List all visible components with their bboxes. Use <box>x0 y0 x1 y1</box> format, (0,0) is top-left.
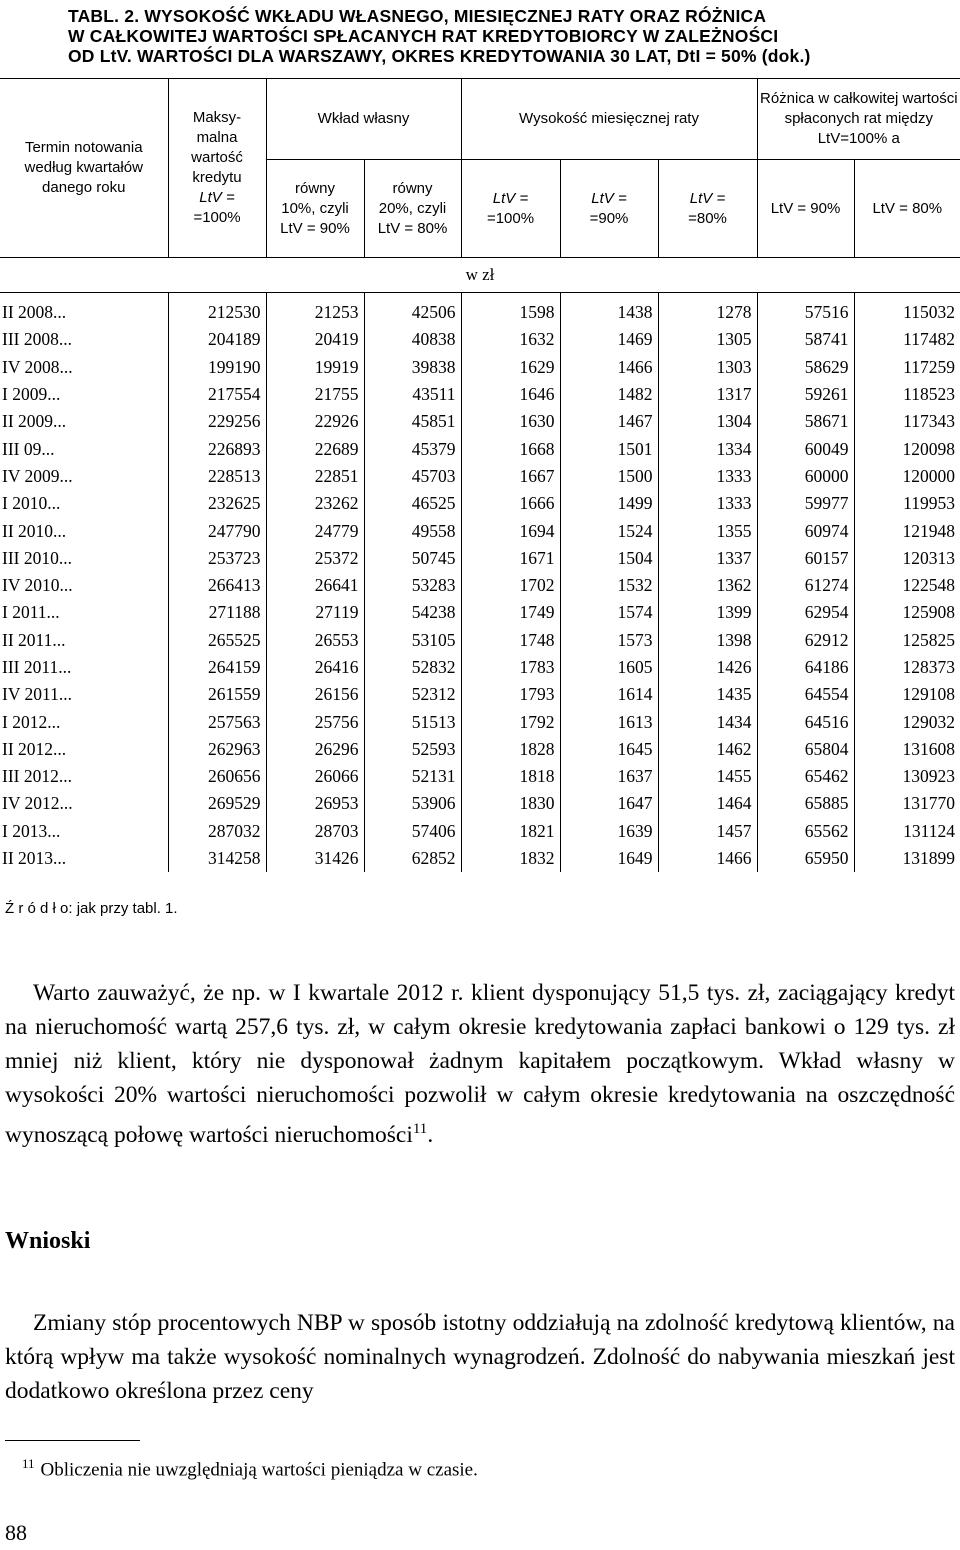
table-cell: 1694 <box>461 517 560 544</box>
table-cell: 260656 <box>168 763 266 790</box>
table-cell: 65804 <box>757 736 854 763</box>
table-cell: 226893 <box>168 435 266 462</box>
table-cell: 1532 <box>560 572 658 599</box>
table-cell: 130923 <box>854 763 960 790</box>
table-cell: 54238 <box>364 599 461 626</box>
table-body <box>0 293 960 873</box>
table-cell: 1303 <box>658 354 757 381</box>
table-row <box>0 599 960 626</box>
table-cell: 1499 <box>560 490 658 517</box>
table-cell: 1434 <box>658 708 757 735</box>
table-cell: 1598 <box>461 293 560 327</box>
table-cell: 1482 <box>560 381 658 408</box>
table-cell: 229256 <box>168 408 266 435</box>
footnote-separator <box>5 1440 140 1441</box>
table-cell: 60157 <box>757 545 854 572</box>
table-cell: 64554 <box>757 681 854 708</box>
table-cell: 1438 <box>560 293 658 327</box>
table-cell: 42506 <box>364 293 461 327</box>
table-cell: 45851 <box>364 408 461 435</box>
table-cell: 64516 <box>757 708 854 735</box>
table-cell: 50745 <box>364 545 461 572</box>
source-note: Ź r ó d ł o: jak przy tabl. 1. <box>5 900 178 917</box>
table-cell: 1398 <box>658 627 757 654</box>
table-row <box>0 435 960 462</box>
table-cell: 22851 <box>266 463 364 490</box>
table-cell: 60000 <box>757 463 854 490</box>
table-cell: 228513 <box>168 463 266 490</box>
table-cell: 1748 <box>461 627 560 654</box>
table-cell: 1426 <box>658 654 757 681</box>
table-row <box>0 572 960 599</box>
table-cell: 257563 <box>168 708 266 735</box>
table-cell: 119953 <box>854 490 960 517</box>
table-cell: 51513 <box>364 708 461 735</box>
table-row <box>0 381 960 408</box>
table-cell: 1828 <box>461 736 560 763</box>
table-cell: 25372 <box>266 545 364 572</box>
table-cell: 26641 <box>266 572 364 599</box>
table-cell: 1793 <box>461 681 560 708</box>
table-cell: 1646 <box>461 381 560 408</box>
table-cell: 59977 <box>757 490 854 517</box>
table-cell: 212530 <box>168 293 266 327</box>
table-cell: 1749 <box>461 599 560 626</box>
row-label: I 2012... <box>2 711 61 732</box>
table-row <box>0 818 960 845</box>
table-cell: 1455 <box>658 763 757 790</box>
table-row <box>0 293 960 327</box>
table-row <box>0 490 960 517</box>
table-cell: 1613 <box>560 708 658 735</box>
table-cell: 1337 <box>658 545 757 572</box>
table-row <box>0 545 960 572</box>
table-cell: 62912 <box>757 627 854 654</box>
row-label: III 2012... <box>2 766 72 787</box>
table-cell: 125908 <box>854 599 960 626</box>
table-cell: 1399 <box>658 599 757 626</box>
table-cell: 62852 <box>364 845 461 872</box>
table-cell: 1818 <box>461 763 560 790</box>
row-label: II 2010... <box>2 520 67 541</box>
table-cell: 131608 <box>854 736 960 763</box>
table-cell: 1305 <box>658 326 757 353</box>
table-cell: 26416 <box>266 654 364 681</box>
table-cell: 120313 <box>854 545 960 572</box>
table-cell: 23262 <box>266 490 364 517</box>
table-cell: 53906 <box>364 790 461 817</box>
table-cell: 1317 <box>658 381 757 408</box>
table-row <box>0 654 960 681</box>
table-row <box>0 708 960 735</box>
table-cell: 27119 <box>266 599 364 626</box>
table-cell: 1668 <box>461 435 560 462</box>
table-cell: 60049 <box>757 435 854 462</box>
table-cell: 1645 <box>560 736 658 763</box>
table-cell: 58629 <box>757 354 854 381</box>
table-cell: 247790 <box>168 517 266 544</box>
table-cell: 266413 <box>168 572 266 599</box>
table-cell: 1333 <box>658 463 757 490</box>
table-cell: 265525 <box>168 627 266 654</box>
header-own-10: równy 10%, czyli LtV = 90% <box>266 160 364 258</box>
row-label: I 2009... <box>2 384 61 405</box>
header-max-credit: Maksy- malna wartość kredytu LtV = =100% <box>168 79 266 258</box>
table-cell: 1574 <box>560 599 658 626</box>
table-row <box>0 736 960 763</box>
table-cell: 21253 <box>266 293 364 327</box>
paragraph-observation-text: Warto zauważyć, że np. w I kwartale 2012 r. klient dysponujący 51,5 tys. zł, zaciągający kredyt na nieruchomość wartą 257,6 tys. zł, w całym okresie kredytowania zapłaci bankowi o 129 tys. zł mniej niż klient, który nie dysponował żadnym kapitałem początkowym. Wkład własny w wysokości 20% wartości nieruchomości pozwolił w całym okresie kredytowania na oszczędność wynoszącą połowę wartości nieruchomości <box>5 980 955 1148</box>
table-cell: 1435 <box>658 681 757 708</box>
table-cell: 52131 <box>364 763 461 790</box>
table-cell: 21755 <box>266 381 364 408</box>
table-cell: 1830 <box>461 790 560 817</box>
table-cell: 1792 <box>461 708 560 735</box>
table-row <box>0 408 960 435</box>
table-cell: 1666 <box>461 490 560 517</box>
table-row <box>0 763 960 790</box>
table-cell: 65462 <box>757 763 854 790</box>
table-cell: 1573 <box>560 627 658 654</box>
table-cell: 1466 <box>560 354 658 381</box>
table-cell: 52593 <box>364 736 461 763</box>
table-cell: 52832 <box>364 654 461 681</box>
header-diff-90: LtV = 90% <box>757 160 854 258</box>
table-cell: 1355 <box>658 517 757 544</box>
table-cell: 46525 <box>364 490 461 517</box>
table-row <box>0 790 960 817</box>
table-cell: 40838 <box>364 326 461 353</box>
table-cell: 65950 <box>757 845 854 872</box>
data-table <box>0 78 960 872</box>
table-cell: 1464 <box>658 790 757 817</box>
table-cell: 1524 <box>560 517 658 544</box>
table-cell: 314258 <box>168 845 266 872</box>
row-label: IV 2011... <box>2 684 72 705</box>
table-row <box>0 463 960 490</box>
table-cell: 53105 <box>364 627 461 654</box>
table-cell: 117259 <box>854 354 960 381</box>
table-cell: 60974 <box>757 517 854 544</box>
header-diff-80: LtV = 80% <box>854 160 960 258</box>
table-row <box>0 627 960 654</box>
table-cell: 131899 <box>854 845 960 872</box>
table-cell: 1362 <box>658 572 757 599</box>
table-cell: 253723 <box>168 545 266 572</box>
table-cell: 1469 <box>560 326 658 353</box>
table-cell: 1832 <box>461 845 560 872</box>
footnote-reference: 11 <box>412 1121 428 1137</box>
table-cell: 1278 <box>658 293 757 327</box>
table-cell: 1504 <box>560 545 658 572</box>
table-cell: 271188 <box>168 599 266 626</box>
table-cell: 121948 <box>854 517 960 544</box>
table-cell: 26953 <box>266 790 364 817</box>
table-cell: 122548 <box>854 572 960 599</box>
header-term: Termin notowania według kwartałów danego roku <box>0 79 168 258</box>
table-cell: 264159 <box>168 654 266 681</box>
table-cell: 117482 <box>854 326 960 353</box>
header-monthly-rate: Wysokość miesięcznej raty <box>461 79 757 160</box>
header-unit: w zł <box>0 258 960 293</box>
table-cell: 1304 <box>658 408 757 435</box>
table-cell: 129032 <box>854 708 960 735</box>
table-cell: 199190 <box>168 354 266 381</box>
table-cell: 120000 <box>854 463 960 490</box>
table-cell: 1783 <box>461 654 560 681</box>
table-cell: 1462 <box>658 736 757 763</box>
row-label: III 2011... <box>2 657 72 677</box>
table-cell: 1637 <box>560 763 658 790</box>
table-cell: 25756 <box>266 708 364 735</box>
table-cell: 20419 <box>266 326 364 353</box>
table-cell: 117343 <box>854 408 960 435</box>
table-cell: 24779 <box>266 517 364 544</box>
paragraph-conclusions-text: Zmiany stóp procentowych NBP w sposób istotny oddziałują na zdolność kredytową klientów, na którą wpływ ma także wysokość nominalnych wynagrodzeń. Zdolność do nabywania mieszkań jest dodatkowo określona przez ceny <box>5 1310 955 1404</box>
table-row <box>0 845 960 872</box>
table-row <box>0 354 960 381</box>
table-cell: 26066 <box>266 763 364 790</box>
table-cell: 57516 <box>757 293 854 327</box>
table-cell: 58671 <box>757 408 854 435</box>
table-cell: 1632 <box>461 326 560 353</box>
table-cell: 39838 <box>364 354 461 381</box>
table-cell: 52312 <box>364 681 461 708</box>
table-cell: 1457 <box>658 818 757 845</box>
table-cell: 45703 <box>364 463 461 490</box>
table-cell: 1649 <box>560 845 658 872</box>
row-label: III 2010... <box>2 547 72 568</box>
table-cell: 1630 <box>461 408 560 435</box>
table-cell: 62954 <box>757 599 854 626</box>
table-cell: 131770 <box>854 790 960 817</box>
table-cell: 125825 <box>854 627 960 654</box>
table-cell: 1647 <box>560 790 658 817</box>
table-cell: 61274 <box>757 572 854 599</box>
row-label: III 2008... <box>2 329 72 350</box>
table-title <box>68 6 948 66</box>
row-label: III 09... <box>2 438 55 459</box>
table-row <box>0 681 960 708</box>
table-cell: 269529 <box>168 790 266 817</box>
table-title-line-1: TABL. 2. WYSOKOŚĆ WKŁADU WŁASNEGO, MIESIĘCZNEJ RATY ORAZ RÓŻNICA <box>68 6 767 26</box>
table-cell: 43511 <box>364 381 461 408</box>
row-label: IV 2008... <box>2 356 73 377</box>
row-label: I 2013... <box>2 820 61 841</box>
header-rate-100: LtV = =100% <box>461 160 560 258</box>
table-cell: 28703 <box>266 818 364 845</box>
table-row <box>0 326 960 353</box>
table-cell: 115032 <box>854 293 960 327</box>
table-cell: 131124 <box>854 818 960 845</box>
table-cell: 1605 <box>560 654 658 681</box>
row-label: II 2008... <box>2 302 67 323</box>
footnote-text: Obliczenia nie uwzględniają wartości pieniądza w czasie. <box>40 1459 478 1481</box>
header-difference: Różnica w całkowitej wartości spłaconych rat między LtV=100% a <box>757 79 960 160</box>
table-cell: 65885 <box>757 790 854 817</box>
table-cell: 65562 <box>757 818 854 845</box>
table-row <box>0 517 960 544</box>
table-cell: 1467 <box>560 408 658 435</box>
header-rate-90: LtV = =90% <box>560 160 658 258</box>
row-label: IV 2010... <box>2 575 73 596</box>
table-cell: 26553 <box>266 627 364 654</box>
table-title-line-2: W CAŁKOWITEJ WARTOŚCI SPŁACANYCH RAT KREDYTOBIORCY W ZALEŻNOŚCI <box>68 26 779 46</box>
table-cell: 31426 <box>266 845 364 872</box>
row-label: II 2011... <box>2 629 66 650</box>
table-cell: 1639 <box>560 818 658 845</box>
table-cell: 64186 <box>757 654 854 681</box>
paragraph-observation: Warto zauważyć, że np. w I kwartale 2012 r. klient dysponujący 51,5 tys. zł, zaciągający kredyt na nieruchomość wartą 257,6 tys. zł, w całym okresie kredytowania zapłaci bankowi o 129 tys. zł mniej niż klient, który nie dysponował żadnym kapitałem początkowym. Wkład własny w wysokości 20% wartości nieruchomości pozwolił w całym okresie kredytowania na oszczędność wynoszącą połowę wartości nieruchomości$^{11}$. <box>5 980 955 1148</box>
table-cell: 1821 <box>461 818 560 845</box>
row-label: I 2010... <box>2 493 61 514</box>
table-cell: 1501 <box>560 435 658 462</box>
row-label: II 2013... <box>2 848 67 869</box>
table-cell: 1500 <box>560 463 658 490</box>
table-cell: 45379 <box>364 435 461 462</box>
header-rate-80: LtV = =80% <box>658 160 757 258</box>
row-label: IV 2009... <box>2 465 73 486</box>
table-cell: 118523 <box>854 381 960 408</box>
paragraph-conclusions <box>5 1306 955 1408</box>
table-cell: 1667 <box>461 463 560 490</box>
table-cell: 53283 <box>364 572 461 599</box>
table-cell: 1614 <box>560 681 658 708</box>
table-cell: 1702 <box>461 572 560 599</box>
row-label: I 2011... <box>2 602 60 623</box>
table-cell: 1334 <box>658 435 757 462</box>
table-cell: 129108 <box>854 681 960 708</box>
table-cell: 59261 <box>757 381 854 408</box>
table-cell: 19919 <box>266 354 364 381</box>
table-cell: 49558 <box>364 517 461 544</box>
row-label: IV 2012... <box>2 793 73 814</box>
table-cell: 26296 <box>266 736 364 763</box>
table-title-line-3: OD LtV. WARTOŚCI DLA WARSZAWY, OKRES KREDYTOWANIA 30 LAT, DtI = 50% (dok.) <box>68 46 811 66</box>
table-cell: 58741 <box>757 326 854 353</box>
header-own-contribution: Wkład własny <box>266 79 461 160</box>
table-cell: 128373 <box>854 654 960 681</box>
table-cell: 1466 <box>658 845 757 872</box>
row-label: II 2012... <box>2 738 67 759</box>
table-cell: 1671 <box>461 545 560 572</box>
table-cell: 217554 <box>168 381 266 408</box>
table-cell: 287032 <box>168 818 266 845</box>
footnote-number: 11 <box>22 1456 35 1471</box>
table-cell: 1333 <box>658 490 757 517</box>
table-cell: 232625 <box>168 490 266 517</box>
row-label: II 2009... <box>2 411 67 432</box>
section-heading: Wnioski <box>5 1228 91 1254</box>
table-cell: 22926 <box>266 408 364 435</box>
table-cell: 1629 <box>461 354 560 381</box>
table-cell: 204189 <box>168 326 266 353</box>
table-cell: 261559 <box>168 681 266 708</box>
header-own-20: równy 20%, czyli LtV = 80% <box>364 160 461 258</box>
table-cell: 120098 <box>854 435 960 462</box>
table-cell: 57406 <box>364 818 461 845</box>
page-number: 88 <box>5 1520 27 1545</box>
table-cell: 26156 <box>266 681 364 708</box>
table-cell: 22689 <box>266 435 364 462</box>
table-cell: 262963 <box>168 736 266 763</box>
footnote <box>22 1456 478 1481</box>
